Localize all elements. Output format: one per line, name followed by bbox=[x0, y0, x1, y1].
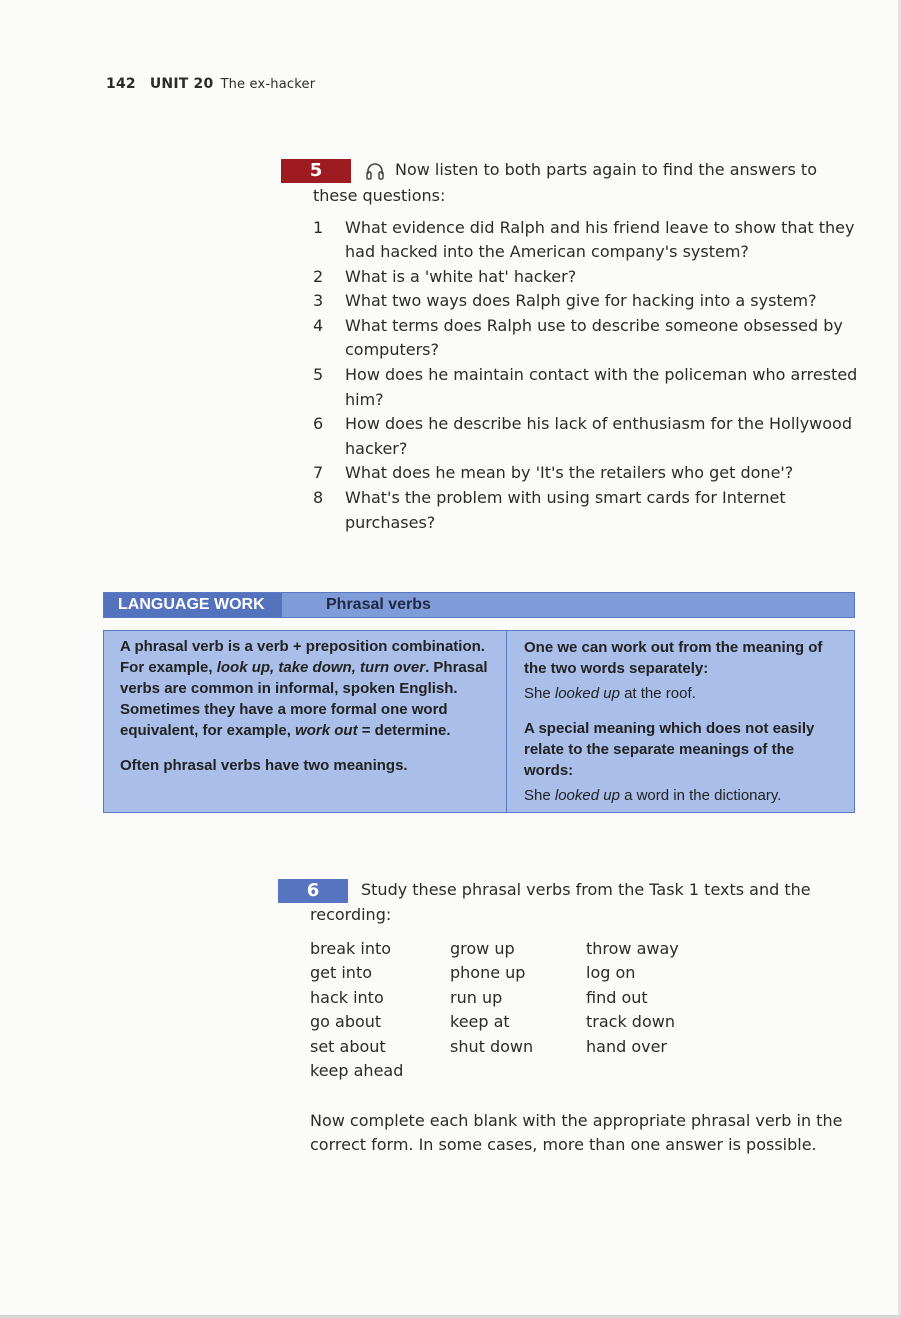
verb-column bbox=[586, 937, 679, 1085]
unit-label: UNIT 20 bbox=[149, 76, 214, 92]
phrasal-verb: track down bbox=[586, 1012, 675, 1032]
verb-column bbox=[450, 937, 586, 1085]
task-5 bbox=[281, 157, 861, 535]
question-number: 3 bbox=[313, 291, 324, 311]
definition-examples: look up, take down, turn over bbox=[216, 659, 426, 676]
question-number: 6 bbox=[313, 414, 324, 434]
phrasal-verb: find out bbox=[586, 987, 648, 1007]
language-work-label: LANGUAGE WORK bbox=[104, 593, 282, 617]
task-6-intro bbox=[278, 878, 858, 927]
meaning-one-example bbox=[524, 683, 842, 704]
language-work-panel bbox=[103, 592, 855, 813]
example-text: She bbox=[524, 685, 555, 702]
example-text-end: at the roof. bbox=[619, 685, 696, 702]
task-5-intro-text: Now listen to both parts again to find the answers to bbox=[395, 160, 817, 179]
question-text: What two ways does Ralph give for hacking into a system? bbox=[345, 291, 817, 311]
question-text: How does he describe his lack of enthusiasm for the Hollywood hacker? bbox=[345, 414, 852, 458]
question-text: How does he maintain contact with the policeman who arrested him? bbox=[345, 365, 858, 409]
phrasal-verb-list bbox=[310, 937, 858, 1085]
example-verb: looked up bbox=[554, 685, 620, 702]
language-work-box bbox=[103, 630, 855, 813]
phrasal-verb: run up bbox=[450, 987, 503, 1007]
question-number: 7 bbox=[313, 463, 324, 483]
language-work-left-column bbox=[104, 631, 507, 812]
question-item bbox=[313, 289, 861, 314]
example-text: She bbox=[524, 787, 555, 804]
phrasal-verb: hack into bbox=[310, 987, 384, 1007]
task-5-intro bbox=[281, 157, 861, 208]
task-number-badge: 5 bbox=[281, 159, 351, 183]
question-item bbox=[313, 461, 861, 486]
phrasal-verb: grow up bbox=[450, 938, 515, 958]
task-6-intro-continued: recording: bbox=[310, 904, 392, 924]
phrasal-verb: get into bbox=[310, 963, 373, 983]
phrasal-verb: go about bbox=[310, 1012, 382, 1032]
question-text: What is a 'white hat' hacker? bbox=[345, 266, 577, 286]
phrasal-verb: phone up bbox=[450, 963, 526, 983]
example-text-end: a word in the dictionary. bbox=[619, 787, 782, 804]
headphones-icon bbox=[365, 162, 385, 180]
language-work-right-column bbox=[507, 631, 854, 812]
question-item bbox=[313, 216, 861, 265]
phrasal-verb: log on bbox=[586, 963, 636, 983]
question-number: 4 bbox=[313, 315, 324, 335]
verb-column bbox=[310, 937, 450, 1085]
meaning-two: A special meaning which does not easily relate to the separate meanings of the words: bbox=[524, 720, 815, 779]
question-item bbox=[313, 363, 861, 412]
question-number: 1 bbox=[313, 217, 324, 237]
unit-title: The ex-hacker bbox=[220, 77, 316, 92]
question-item bbox=[313, 314, 861, 363]
phrasal-verb: shut down bbox=[450, 1036, 534, 1056]
question-text: What does he mean by 'It's the retailers who get done'? bbox=[345, 463, 794, 483]
question-text: What evidence did Ralph and his friend leave to show that they had hacked into the American company's system? bbox=[345, 217, 855, 262]
page-number: 142 bbox=[106, 76, 136, 92]
question-text: What terms does Ralph use to describe someone obsessed by computers? bbox=[345, 315, 843, 360]
question-number: 5 bbox=[313, 365, 324, 385]
question-number: 2 bbox=[313, 266, 324, 286]
definition-example-word: work out bbox=[295, 722, 358, 739]
phrasal-verb: keep at bbox=[450, 1012, 510, 1032]
definition-text: A phrasal verb is a verb + preposition combination. For example, bbox=[120, 638, 485, 676]
phrasal-verb: throw away bbox=[586, 938, 679, 958]
meaning-two-example bbox=[524, 785, 842, 806]
language-work-title: Phrasal verbs bbox=[326, 596, 431, 613]
task-6-instructions: Now complete each blank with the appropriate phrasal verb in the correct form. In some cases, more than one answer is possible. bbox=[310, 1111, 843, 1155]
running-head bbox=[106, 76, 315, 92]
task-6 bbox=[278, 878, 858, 1157]
question-text: What's the problem with using smart cards for Internet purchases? bbox=[345, 488, 786, 532]
question-item bbox=[313, 265, 861, 290]
language-work-header bbox=[103, 592, 855, 618]
definition-paragraph bbox=[120, 636, 494, 741]
question-number: 8 bbox=[313, 488, 324, 508]
two-meanings-note: Often phrasal verbs have two meanings. bbox=[120, 757, 408, 774]
definition-text-cont: . Phrasal verbs are common in informal, spoken English. Sometimes they have a more formal one word equivalent, for example, bbox=[120, 659, 488, 739]
phrasal-verb: keep ahead bbox=[310, 1061, 404, 1081]
phrasal-verb: hand over bbox=[586, 1036, 668, 1056]
task-5-intro-continued: these questions: bbox=[313, 185, 446, 205]
meaning-one: One we can work out from the meaning of the two words separately: bbox=[524, 639, 823, 677]
task-6-intro-text: Study these phrasal verbs from the Task 1 texts and the bbox=[361, 880, 811, 899]
phrasal-verb: set about bbox=[310, 1036, 386, 1056]
example-verb: looked up bbox=[554, 787, 620, 804]
question-item bbox=[313, 412, 861, 461]
question-list bbox=[281, 216, 861, 536]
question-item bbox=[313, 486, 861, 535]
phrasal-verb: break into bbox=[310, 938, 392, 958]
task-number-badge: 6 bbox=[278, 879, 348, 903]
definition-text-end: = determine. bbox=[357, 722, 451, 739]
